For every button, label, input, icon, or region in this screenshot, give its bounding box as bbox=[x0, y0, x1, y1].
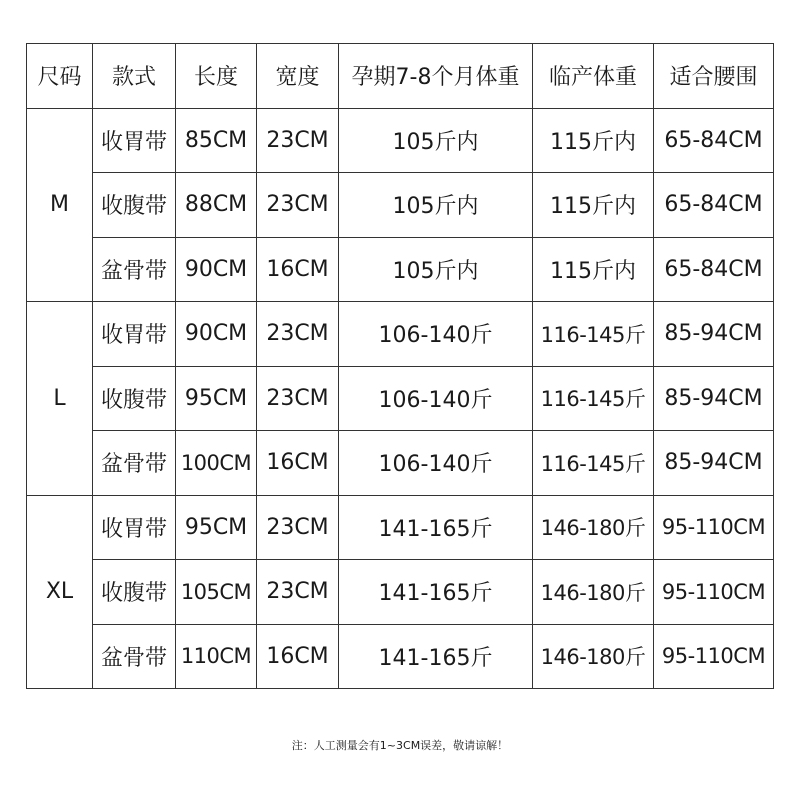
waist-cell: 85-94CM bbox=[654, 302, 774, 367]
waist-cell: 95-110CM bbox=[654, 560, 774, 625]
weight-birth-cell: 115斤内 bbox=[533, 108, 654, 173]
table-row bbox=[27, 431, 774, 496]
length-cell: 90CM bbox=[176, 237, 257, 302]
weight-7-8-cell: 105斤内 bbox=[339, 237, 533, 302]
width-cell: 23CM bbox=[257, 302, 339, 367]
table-row bbox=[27, 302, 774, 367]
style-cell: 收胃带 bbox=[93, 108, 176, 173]
size-label: M bbox=[27, 108, 93, 302]
waist-cell: 95-110CM bbox=[654, 495, 774, 560]
style-cell: 收胃带 bbox=[93, 302, 176, 367]
header-width: 宽度 bbox=[257, 44, 339, 109]
table-row bbox=[27, 173, 774, 238]
style-cell: 收腹带 bbox=[93, 366, 176, 431]
length-cell: 88CM bbox=[176, 173, 257, 238]
weight-birth-cell: 146-180斤 bbox=[533, 560, 654, 625]
table-row bbox=[27, 560, 774, 625]
table-row bbox=[27, 366, 774, 431]
weight-7-8-cell: 106-140斤 bbox=[339, 302, 533, 367]
waist-cell: 85-94CM bbox=[654, 431, 774, 496]
width-cell: 23CM bbox=[257, 173, 339, 238]
waist-cell: 95-110CM bbox=[654, 624, 774, 689]
weight-7-8-cell: 141-165斤 bbox=[339, 560, 533, 625]
header-style: 款式 bbox=[93, 44, 176, 109]
waist-cell: 85-94CM bbox=[654, 366, 774, 431]
width-cell: 23CM bbox=[257, 560, 339, 625]
style-cell: 收胃带 bbox=[93, 495, 176, 560]
waist-cell: 65-84CM bbox=[654, 173, 774, 238]
length-cell: 90CM bbox=[176, 302, 257, 367]
size-label: L bbox=[27, 302, 93, 496]
table-row bbox=[27, 108, 774, 173]
header-weight-7-8-months: 孕期7-8个月体重 bbox=[339, 44, 533, 109]
style-cell: 收腹带 bbox=[93, 173, 176, 238]
weight-birth-cell: 116-145斤 bbox=[533, 302, 654, 367]
width-cell: 23CM bbox=[257, 366, 339, 431]
waist-cell: 65-84CM bbox=[654, 108, 774, 173]
waist-cell: 65-84CM bbox=[654, 237, 774, 302]
width-cell: 16CM bbox=[257, 624, 339, 689]
header-size: 尺码 bbox=[27, 44, 93, 109]
style-cell: 盆骨带 bbox=[93, 431, 176, 496]
header-waist: 适合腰围 bbox=[654, 44, 774, 109]
width-cell: 23CM bbox=[257, 495, 339, 560]
weight-7-8-cell: 106-140斤 bbox=[339, 366, 533, 431]
weight-7-8-cell: 105斤内 bbox=[339, 173, 533, 238]
table-row bbox=[27, 495, 774, 560]
width-cell: 16CM bbox=[257, 237, 339, 302]
style-cell: 盆骨带 bbox=[93, 624, 176, 689]
length-cell: 95CM bbox=[176, 366, 257, 431]
weight-7-8-cell: 105斤内 bbox=[339, 108, 533, 173]
length-cell: 85CM bbox=[176, 108, 257, 173]
length-cell: 100CM bbox=[176, 431, 257, 496]
size-label: XL bbox=[27, 495, 93, 689]
width-cell: 23CM bbox=[257, 108, 339, 173]
length-cell: 105CM bbox=[176, 560, 257, 625]
measurement-note: 注：人工测量会有1~3CM误差，敬请谅解！ bbox=[291, 739, 509, 752]
header-weight-before-birth: 临产体重 bbox=[533, 44, 654, 109]
table-row bbox=[27, 624, 774, 689]
style-cell: 收腹带 bbox=[93, 560, 176, 625]
length-cell: 110CM bbox=[176, 624, 257, 689]
length-cell: 95CM bbox=[176, 495, 257, 560]
width-cell: 16CM bbox=[257, 431, 339, 496]
weight-birth-cell: 115斤内 bbox=[533, 237, 654, 302]
weight-birth-cell: 146-180斤 bbox=[533, 624, 654, 689]
weight-birth-cell: 116-145斤 bbox=[533, 431, 654, 496]
style-cell: 盆骨带 bbox=[93, 237, 176, 302]
weight-birth-cell: 116-145斤 bbox=[533, 366, 654, 431]
table-row bbox=[27, 237, 774, 302]
weight-birth-cell: 146-180斤 bbox=[533, 495, 654, 560]
weight-7-8-cell: 141-165斤 bbox=[339, 624, 533, 689]
header-length: 长度 bbox=[176, 44, 257, 109]
weight-7-8-cell: 106-140斤 bbox=[339, 431, 533, 496]
size-chart-table bbox=[26, 43, 774, 689]
weight-birth-cell: 115斤内 bbox=[533, 173, 654, 238]
weight-7-8-cell: 141-165斤 bbox=[339, 495, 533, 560]
header-row bbox=[27, 44, 774, 109]
